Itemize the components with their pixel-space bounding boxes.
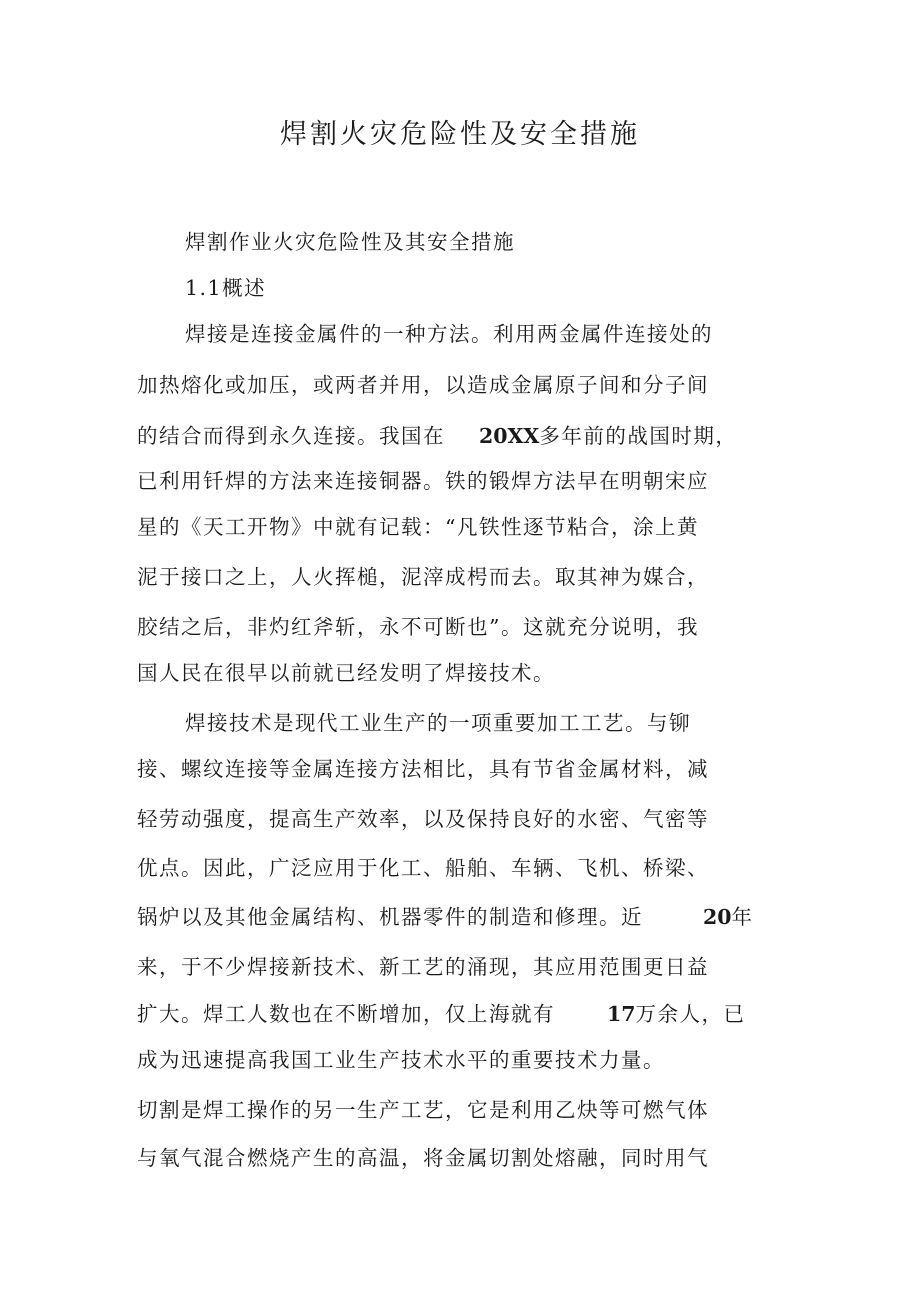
paragraph-line	[137, 997, 746, 1031]
paragraph-line: 来，于不少焊接新技术、新工艺的涌现，其应用范围更日益	[137, 955, 709, 979]
paragraph-line: 星的《天工开物》中就有记载：“凡铁性逐节粘合，涂上黄	[137, 515, 699, 539]
paragraph-line	[137, 419, 737, 453]
paragraph-line: 优点。因此，广泛应用于化工、船舶、车辆、飞机、桥梁、	[137, 856, 709, 880]
paragraph-line: 接、螺纹连接等金属连接方法相比，具有节省金属材料，减	[137, 757, 709, 781]
count-value: 17	[607, 1002, 636, 1026]
line-segment: 的结合而得到永久连接。我国在	[137, 424, 445, 448]
section-heading: 1.1概述	[185, 276, 267, 300]
document-title: 焊割火灾危险性及安全措施	[280, 119, 640, 150]
paragraph-line: 成为迅速提高我国工业生产技术水平的重要技术力量。	[137, 1048, 665, 1072]
paragraph-line: 已利用钎焊的方法来连接铜器。铁的锻焊方法早在明朝宋应	[137, 469, 709, 493]
paragraph-line: 加热熔化或加压，或两者并用，以造成金属原子间和分子间	[137, 373, 709, 397]
paragraph-line: 与氧气混合燃烧产生的高温，将金属切割处熔融，同时用气	[137, 1146, 709, 1170]
line-segment: 多年前的战国时期，	[539, 424, 738, 448]
paragraph-line: 国人民在很早以前就已经发明了焊接技术。	[137, 661, 555, 685]
years-value: 20	[703, 905, 732, 929]
paragraph-line: 泥于接口之上，人火挥槌，泥滓成枵而去。取其神为媒合，	[137, 565, 709, 589]
line-segment: 锅炉以及其他金属结构、机器零件的制造和修理。近	[137, 905, 643, 929]
year-value: 20XX	[479, 424, 540, 448]
paragraph-line: 焊接是连接金属件的一种方法。利用两金属件连接处的	[185, 322, 713, 346]
paragraph-line	[137, 900, 754, 934]
paragraph-line: 轻劳动强度，提高生产效率，以及保持良好的水密、气密等	[137, 807, 709, 831]
line-segment: 年	[731, 905, 754, 929]
subtitle: 焊割作业火灾危险性及其安全措施	[185, 230, 515, 254]
line-segment: 万余人，已	[635, 1002, 746, 1026]
line-segment: 扩大。焊工人数也在不断增加，仅上海就有	[137, 1002, 555, 1026]
paragraph-line: 切割是焊工操作的另一生产工艺，它是利用乙炔等可燃气体	[137, 1098, 709, 1122]
paragraph-line: 焊接技术是现代工业生产的一项重要加工工艺。与铆	[185, 711, 691, 735]
paragraph-line: 胶结之后，非灼红斧斩，永不可断也”。这就充分说明，我	[137, 615, 699, 639]
